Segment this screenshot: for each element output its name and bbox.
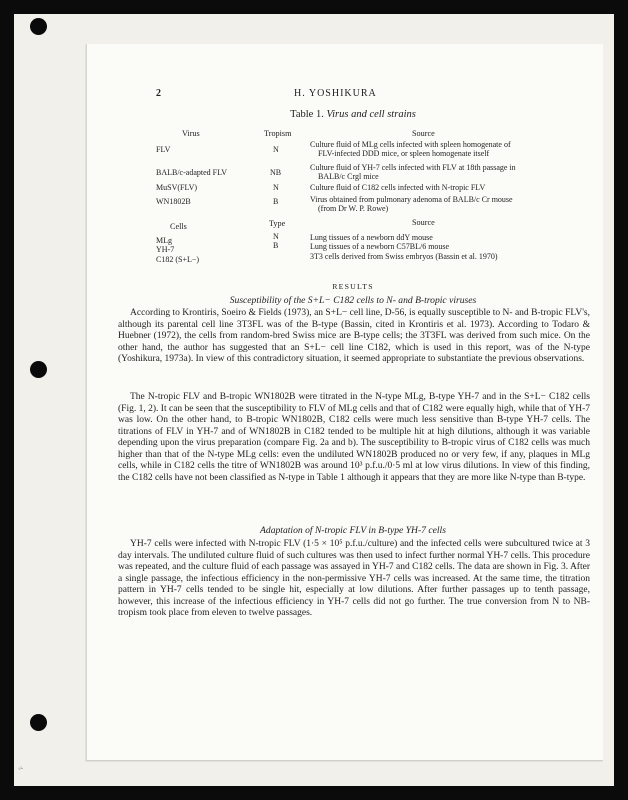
cell-source: Lung tissues of a newborn ddY mouse [310, 233, 433, 242]
page-number: 2 [156, 88, 162, 99]
scan-mark: ·∕‑ [18, 766, 23, 772]
paragraph: According to Krontiris, Soeiro & Fields (1973), an S+L− cell line, D-56, is equally susceptible to N- and B-tropic FLV's, although its parental cell line 3T3FL was of the B-type (Bassin, cited in Krontiris et al. 1973). According to Todaro & Huebner (1972), the cells from random-bred Swiss mice are B-type cells; the 3T3FL was derived from such mice. On the other hand, the author has suggested that an S+L− cell line C182, which is used in this report, was of the N-type (Yoshikura, 1973a). In view of this contradictory situation, it seemed appropriate to substantiate the previous observations. [118, 308, 590, 364]
punch-hole-top [30, 18, 47, 35]
virus-tropism: NB [270, 168, 282, 177]
cell-name: MLg [156, 236, 172, 245]
paragraph: YH-7 cells were infected with N-tropic FLV (1·5 × 10⁵ p.f.u./culture) and the infected cells were subcultured twice at 3 day intervals. The undiluted culture fluid of such cultures was then used to infect further normal YH-7 cells. This procedure was repeated, and the culture fluid of each passage was assayed in YH-7 and C182 cells. The data are shown in Fig. 3. After a single passage, the infectious efficiency in the non-permissive YH-7 cells was increased. At the same time, the titration pattern in YH-7 cells tended to be single hit, especially at low dilutions. After further passages up to tenth passage, however, this increase of the infectious efficiency in YH-7 cells did not go further. The true conversion from N to NB-tropism took place from eleven to twelve passages. [118, 539, 590, 618]
table-caption-prefix: Table 1. [290, 109, 324, 120]
table-header-type: Type [269, 219, 286, 228]
running-head: H. YOSHIKURA [294, 88, 377, 99]
virus-source: Virus obtained from pulmonary adenoma of BALB/c Cr mouse (from Dr W. P. Rowe) [310, 195, 513, 214]
virus-source: Culture fluid of MLg cells infected with spleen homogenate of FLV-infected DDD mice, or spleen homogenate itself [310, 140, 511, 159]
table-header-source: Source [412, 129, 435, 138]
virus-name: BALB/c-adapted FLV [156, 168, 228, 177]
results-heading: RESULTS [332, 282, 374, 291]
virus-source: Culture fluid of C182 cells infected with N-tropic FLV [310, 183, 486, 192]
paragraph: The N-tropic FLV and B-tropic WN1802B were titrated in the N-type MLg, B-type YH-7 and in the S+L− C182 cells (Fig. 1, 2). It can be seen that the susceptibility to FLV of MLg cells and that of C182 were equally high, while that of YH-7 was low. On the other hand, to B-tropic WN1802B, C182 cells were much less sensitive than B-type YH-7 cells. The titrations of FLV in YH-7 and of WN1802B in C182 tended to be multiple hit at high dilutions, although it was variable depending upon the virus preparation (compare Fig. 2a and b). The susceptibility to B-tropic virus of C182 cells was much higher than that of the N-type MLg cells: even the undiluted WN1802B produced no or very few, if any, plaques in MLg cells, while in C182 cells the titre of WN1802B was around 10³ p.f.u./0·5 ml at low virus dilutions. In view of this finding, the C182 cells have not been classified as N-type in Table 1 although it appears that they are more like N-type than B-type. [118, 392, 590, 483]
section-title: Adaptation of N-tropic FLV in B-type YH-7 cells [260, 525, 446, 536]
cell-type: N [273, 232, 279, 241]
table-header-tropism: Tropism [264, 129, 292, 138]
table-header-cell-source: Source [412, 218, 435, 227]
punch-hole-bottom [30, 714, 47, 731]
virus-tropism: B [273, 197, 279, 206]
virus-source: Culture fluid of YH-7 cells infected with FLV at 18th passage in BALB/c Crgl mice [310, 163, 516, 182]
virus-tropism: N [273, 145, 279, 154]
virus-name: FLV [156, 145, 171, 154]
cell-source: 3T3 cells derived from Swiss embryos (Bassin et al. 1970) [310, 252, 498, 261]
cell-name: YH-7 [156, 245, 175, 254]
virus-name: MuSV(FLV) [156, 183, 198, 192]
table-caption-title: Virus and cell strains [326, 109, 416, 120]
virus-name: WN1802B [156, 197, 191, 206]
table-caption [118, 109, 588, 120]
virus-tropism: N [273, 183, 279, 192]
cell-name: C182 (S+L−) [156, 255, 200, 264]
cell-type: B [273, 241, 279, 250]
punch-hole-middle [30, 361, 47, 378]
cell-source: Lung tissues of a newborn C57BL/6 mouse [310, 242, 450, 251]
section-title: Susceptibility of the S+L− C182 cells to N- and B-tropic viruses [229, 295, 477, 306]
table-header-cells: Cells [170, 222, 187, 231]
page-content [118, 0, 588, 800]
table-header-virus: Virus [182, 129, 200, 138]
